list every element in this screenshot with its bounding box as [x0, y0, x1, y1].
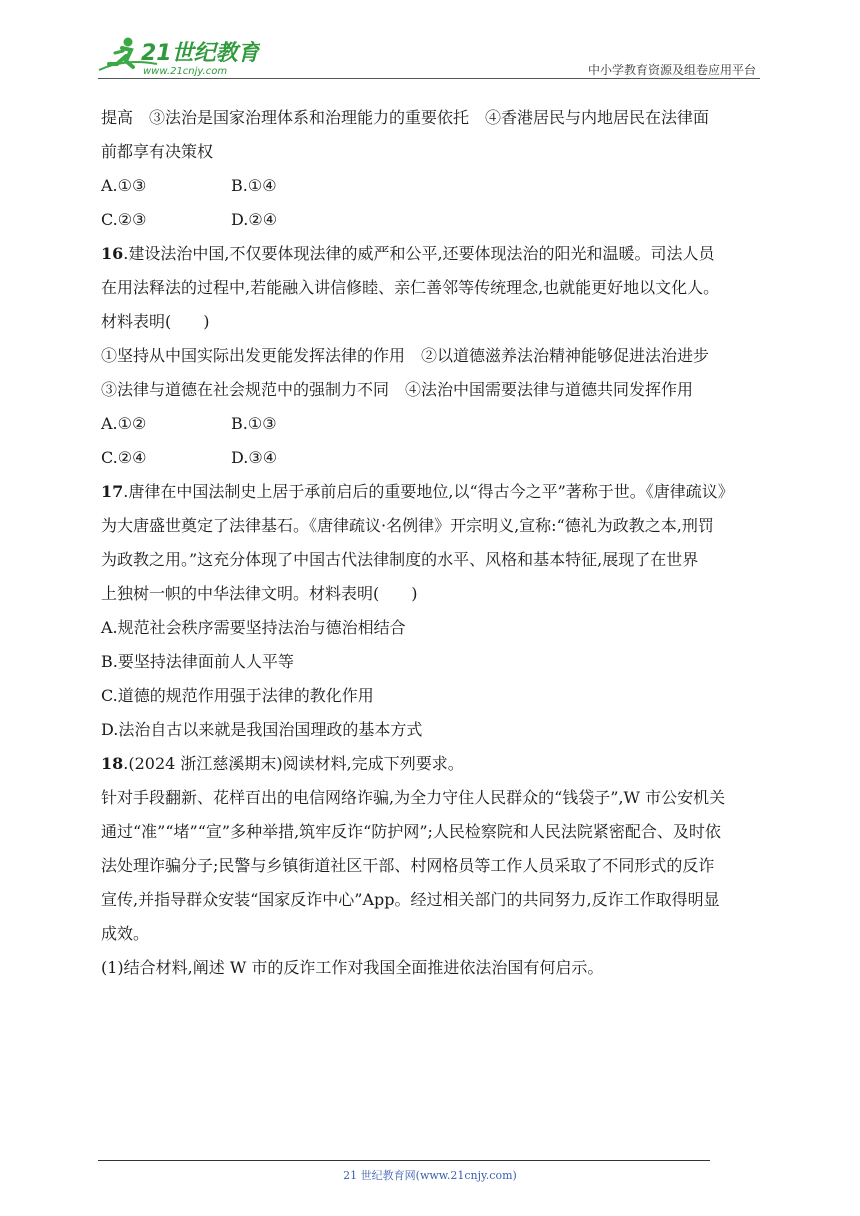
option-c[interactable]: C.道德的规范作用强于法律的教化作用	[101, 686, 374, 705]
q16-stem-line	[101, 237, 763, 271]
question-number: 18	[101, 754, 124, 773]
q15-options-row	[101, 203, 763, 237]
option-d[interactable]: D.③④	[231, 448, 278, 467]
footer-text[interactable]: 21 世纪教育网(www.21cnjy.com)	[343, 1169, 517, 1182]
option-b[interactable]: B.①④	[231, 176, 277, 195]
header-divider	[98, 78, 760, 79]
option-b[interactable]: B.①③	[231, 414, 277, 433]
question-number: 16	[101, 244, 124, 263]
q16-statement: ③法律与道德在社会规范中的强制力不同 ④法治中国需要法律与道德共同发挥作用	[101, 380, 694, 399]
q16-stem-text: .建设法治中国,不仅要体现法律的威严和公平,还要体现法治的阳光和温暖。司法人员	[123, 244, 715, 263]
option-b[interactable]: B.要坚持法律面前人人平等	[101, 652, 294, 671]
q18-material-line: 成效。	[101, 924, 150, 943]
option-c[interactable]: C.②③	[101, 210, 147, 229]
q17-stem-line: 为政教之用。”这充分体现了中国古代法律制度的水平、风格和基本特征,展现了在世界	[101, 550, 699, 569]
q17-stem-line: 为大唐盛世奠定了法律基石。《唐律疏议·名例律》开宗明义,宣称:“德礼为政教之本,刑罚	[101, 516, 714, 535]
page-header	[0, 0, 860, 90]
q18-stem-text: .(2024 浙江慈溪期末)阅读材料,完成下列要求。	[123, 754, 464, 773]
q16-options-row	[101, 407, 763, 441]
option-c[interactable]: C.②④	[101, 448, 147, 467]
q17-stem-line	[101, 475, 763, 509]
question-number: 17	[101, 482, 124, 501]
q15-options-row	[101, 169, 763, 203]
q18-subquestion: (1)结合材料,阐述 W 市的反诈工作对我国全面推进依法治国有何启示。	[101, 958, 604, 977]
option-a[interactable]: A.①②	[101, 414, 147, 433]
svg-text:21世纪教育: 21世纪教育	[141, 41, 260, 66]
footer-divider	[98, 1160, 710, 1161]
q18-material-line: 通过“准”“堵”“宣”多种举措,筑牢反诈“防护网”;人民检察院和人民法院紧密配合、及时依	[101, 822, 721, 841]
option-a[interactable]: A.规范社会秩序需要坚持法治与德治相结合	[101, 618, 406, 637]
platform-name: 中小学教育资源及组卷应用平台	[587, 63, 756, 77]
option-d[interactable]: D.法治自古以来就是我国治国理政的基本方式	[101, 720, 423, 739]
q16-stem-line: 材料表明( )	[101, 312, 210, 331]
q18-material-line: 法处理诈骗分子;民警与乡镇街道社区干部、村网格员等工作人员采取了不同形式的反诈	[101, 856, 715, 875]
question-content	[101, 101, 763, 985]
q16-options-row	[101, 441, 763, 475]
q18-material-line: 针对手段翻新、花样百出的电信网络诈骗,为全力守住人民群众的“钱袋子”,W 市公安机关	[101, 788, 726, 807]
q17-stem-text: .唐律在中国法制史上居于承前启后的重要地位,以“得古今之平”著称于世。《唐律疏议》	[123, 482, 734, 501]
q16-stem-line: 在用法释法的过程中,若能融入讲信修睦、亲仁善邻等传统理念,也就能更好地以文化人。	[101, 278, 720, 297]
option-a[interactable]: A.①③	[101, 176, 147, 195]
q18-material-line: 宣传,并指导群众安装“国家反诈中心”App。经过相关部门的共同努力,反诈工作取得明显	[101, 890, 720, 909]
logo	[95, 34, 260, 78]
svg-text:www.21cnjy.com: www.21cnjy.com	[143, 66, 228, 77]
q15-text-line: 提高 ③法治是国家治理体系和治理能力的重要依托 ④香港居民与内地居民在法律面	[101, 108, 710, 127]
q16-statement: ①坚持从中国实际出发更能发挥法律的作用 ②以道德滋养法治精神能够促进法治进步	[101, 346, 710, 365]
q15-text-line: 前都享有决策权	[101, 142, 214, 161]
q18-stem-line	[101, 747, 763, 781]
option-d[interactable]: D.②④	[231, 210, 278, 229]
q17-stem-line: 上独树一帜的中华法律文明。材料表明( )	[101, 584, 418, 603]
